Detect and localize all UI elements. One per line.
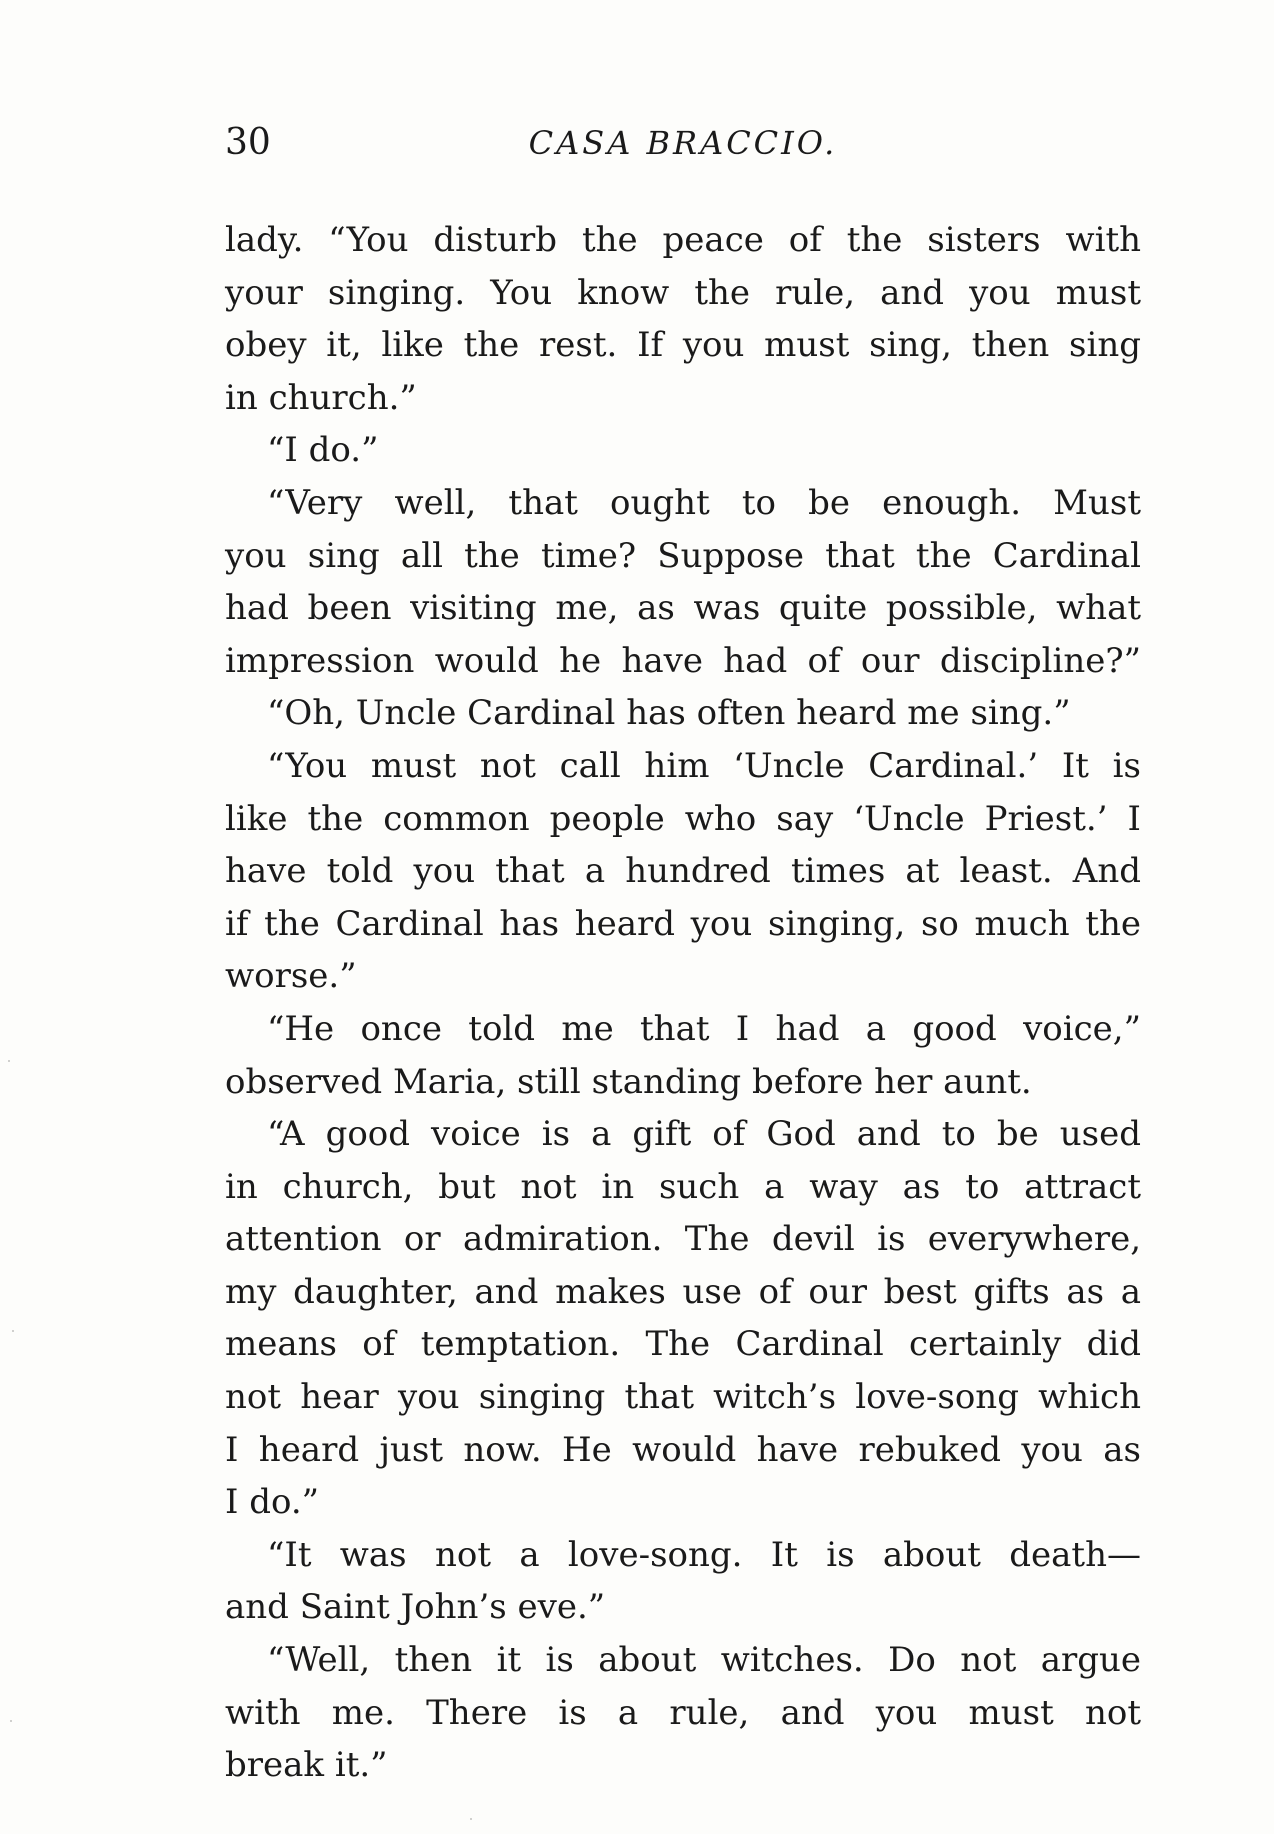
text-line: with me. There is a rule, and you must not (225, 1692, 1141, 1733)
text-line: break it.” (225, 1745, 388, 1786)
paragraph (225, 740, 1141, 1003)
text-line: attention or admiration. The devil is everywhere, (225, 1219, 1141, 1260)
text-line: not hear you singing that witch’s love-song which (225, 1377, 1141, 1418)
text-line: “You must not call him ‘Uncle Cardinal.’ It is (267, 745, 1141, 786)
paragraph (225, 477, 1141, 687)
scan-speck (8, 1060, 10, 1062)
text-line: impression would he have had of our discipline?” (225, 640, 1141, 681)
text-line: “It was not a love-song. It is about death— (267, 1534, 1141, 1575)
text-line: “Very well, that ought to be enough. Must (267, 482, 1141, 523)
text-line: in church, but not in such a way as to attract (225, 1166, 1141, 1207)
text-line: worse.” (225, 956, 357, 997)
text-line: “Oh, Uncle Cardinal has often heard me sing.” (267, 693, 1071, 734)
paragraph (225, 1108, 1141, 1529)
text-line: my daughter, and makes use of our best gifts as a (225, 1271, 1141, 1312)
scan-speck (12, 1330, 14, 1332)
paragraph (225, 1634, 1141, 1792)
text-line: I heard just now. He would have rebuked you as (225, 1429, 1141, 1470)
text-line: means of temptation. The Cardinal certainly did (225, 1324, 1141, 1365)
text-line: “I do.” (267, 430, 379, 471)
page-header (225, 122, 1141, 182)
text-line: in church.” (225, 377, 417, 418)
running-title: CASA BRACCIO. (528, 124, 838, 162)
text-line: you sing all the time? Suppose that the Cardinal (225, 535, 1141, 576)
text-line: had been visiting me, as was quite possible, what (225, 588, 1141, 629)
text-line: “Well, then it is about witches. Do not argue (267, 1640, 1141, 1681)
text-line: like the common people who say ‘Uncle Priest.’ I (225, 798, 1141, 839)
paragraph (225, 214, 1141, 424)
text-line: your singing. You know the rule, and you must (225, 272, 1141, 313)
scan-speck (470, 1818, 472, 1820)
paragraph (225, 424, 1141, 477)
text-line: observed Maria, still standing before her aunt. (225, 1061, 1032, 1102)
body-text (225, 214, 1141, 1792)
text-line: “He once told me that I had a good voice,” (267, 1008, 1141, 1049)
page-number: 30 (225, 122, 271, 163)
text-line: if the Cardinal has heard you singing, so much the (225, 903, 1141, 944)
text-line: and Saint John’s eve.” (225, 1587, 606, 1628)
paragraph (225, 1003, 1141, 1108)
text-line: have told you that a hundred times at least. And (225, 851, 1141, 892)
text-line: obey it, like the rest. If you must sing, then sing (225, 325, 1141, 366)
text-line: lady. “You disturb the peace of the sisters with (225, 220, 1141, 260)
text-line: I do.” (225, 1482, 320, 1523)
paragraph (225, 1529, 1141, 1634)
scan-speck (10, 1720, 12, 1722)
paragraph (225, 687, 1141, 740)
text-line: “A good voice is a gift of God and to be used (267, 1114, 1141, 1155)
